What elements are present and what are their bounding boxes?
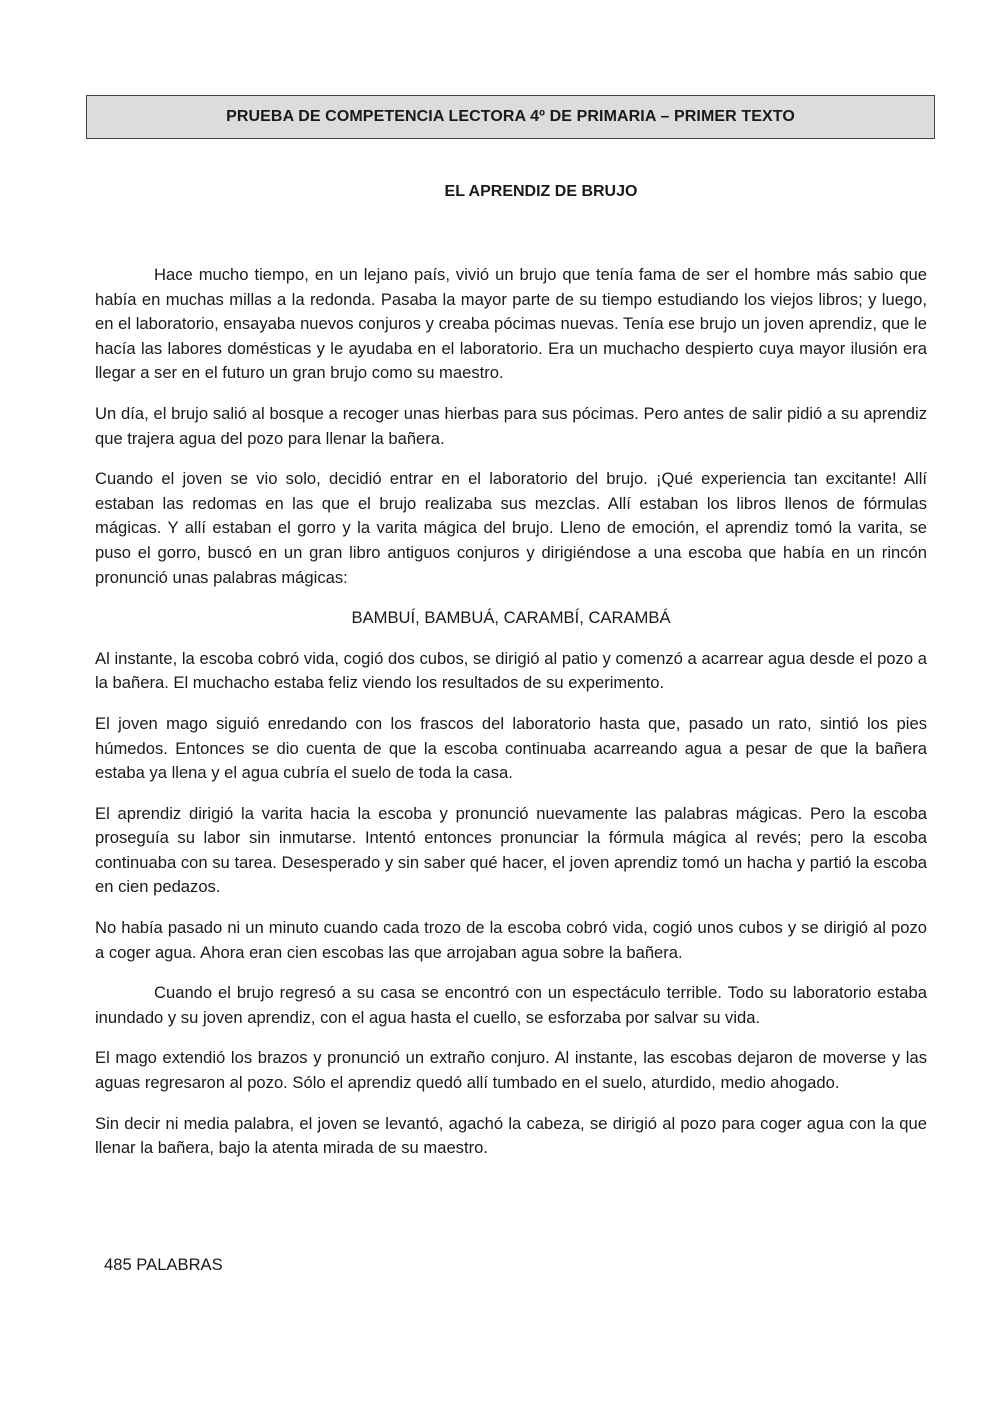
header-title: PRUEBA DE COMPETENCIA LECTORA 4º DE PRIMARIA – PRIMER TEXTO xyxy=(226,108,795,125)
paragraph: Cuando el brujo regresó a su casa se encontró con un espectáculo terrible. Todo su laboratorio estaba inundado y su joven aprendiz, con el agua hasta el cuello, se esforzaba por salvar su vida. xyxy=(95,983,927,1027)
document-header xyxy=(86,95,935,139)
paragraph: Cuando el joven se vio solo, decidió entrar en el laboratorio del brujo. ¡Qué experiencia tan excitante! Allí estaban las redomas en las que el brujo realizaba sus mezclas. Allí estaban los libros llenos de fórmulas mágicas. Y allí estaban el gorro y la varita mágica del brujo. Lleno de emoción, el aprendiz tomó la varita, se puso el gorro, buscó en un gran libro antiguos conjuros y dirigiéndose a una escoba que había en un rincón pronunció unas palabras mágicas: xyxy=(95,469,927,587)
word-count: 485 PALABRAS xyxy=(104,1255,223,1274)
paragraph: El mago extendió los brazos y pronunció un extraño conjuro. Al instante, las escobas dejaron de moverse y las aguas regresaron al pozo. Sólo el aprendiz quedó allí tumbado en el suelo, aturdido, medio ahogado. xyxy=(95,1048,927,1093)
paragraph: Hace mucho tiempo, en un lejano país, vivió un brujo que tenía fama de ser el hombre más sabio que había en muchas millas a la redonda. Pasaba la mayor parte de su tiempo estudiando los viejos libros; y luego, en el laboratorio, ensayaba nuevos conjuros y creaba pócimas nuevas. Tenía ese brujo un joven aprendiz, que le hacía las labores domésticas y le ayudaba en el laboratorio. Era un muchacho despierto cuya mayor ilusión era llegar a ser en el futuro un gran brujo como su maestro. xyxy=(95,265,927,383)
paragraph: No había pasado ni un minuto cuando cada trozo de la escoba cobró vida, cogió unos cubos y se dirigió al pozo a coger agua. Ahora eran cien escobas las que arrojaban agua sobre la bañera. xyxy=(95,918,927,962)
story-title: EL APRENDIZ DE BRUJO xyxy=(444,183,638,200)
paragraph: El joven mago siguió enredando con los frascos del laboratorio hasta que, pasado un rato, sintió los pies húmedos. Entonces se dio cuenta de que la escoba continuaba acarreando agua a pesar de que la bañera estaba ya llena y el agua cubría el suelo de toda la casa. xyxy=(95,713,927,783)
story-body xyxy=(95,263,927,1177)
paragraph: Un día, el brujo salió al bosque a recoger unas hierbas para sus pócimas. Pero antes de salir pidió a su aprendiz que trajera agua del pozo para llenar la bañera. xyxy=(95,403,927,448)
paragraph: Sin decir ni media palabra, el joven se levantó, agachó la cabeza, se dirigió al pozo para coger agua con la que llenar la bañera, bajo la atenta mirada de su maestro. xyxy=(95,1113,927,1158)
magic-spell: BAMBUÍ, BAMBUÁ, CARAMBÍ, CARAMBÁ xyxy=(351,608,671,628)
paragraph: Al instante, la escoba cobró vida, cogió dos cubos, se dirigió al patio y comenzó a acarrear agua desde el pozo a la bañera. El muchacho estaba feliz viendo los resultados de su experimento. xyxy=(95,648,927,693)
paragraph: El aprendiz dirigió la varita hacia la escoba y pronunció nuevamente las palabras mágicas. Pero la escoba proseguía su labor sin inmutarse. Intentó entonces pronunciar la fórmula mágica al revés; pero la escoba continuaba con su tarea. Desesperado y sin saber qué hacer, el joven aprendiz tomó un hacha y partió la escoba en cien pedazos. xyxy=(95,803,927,897)
